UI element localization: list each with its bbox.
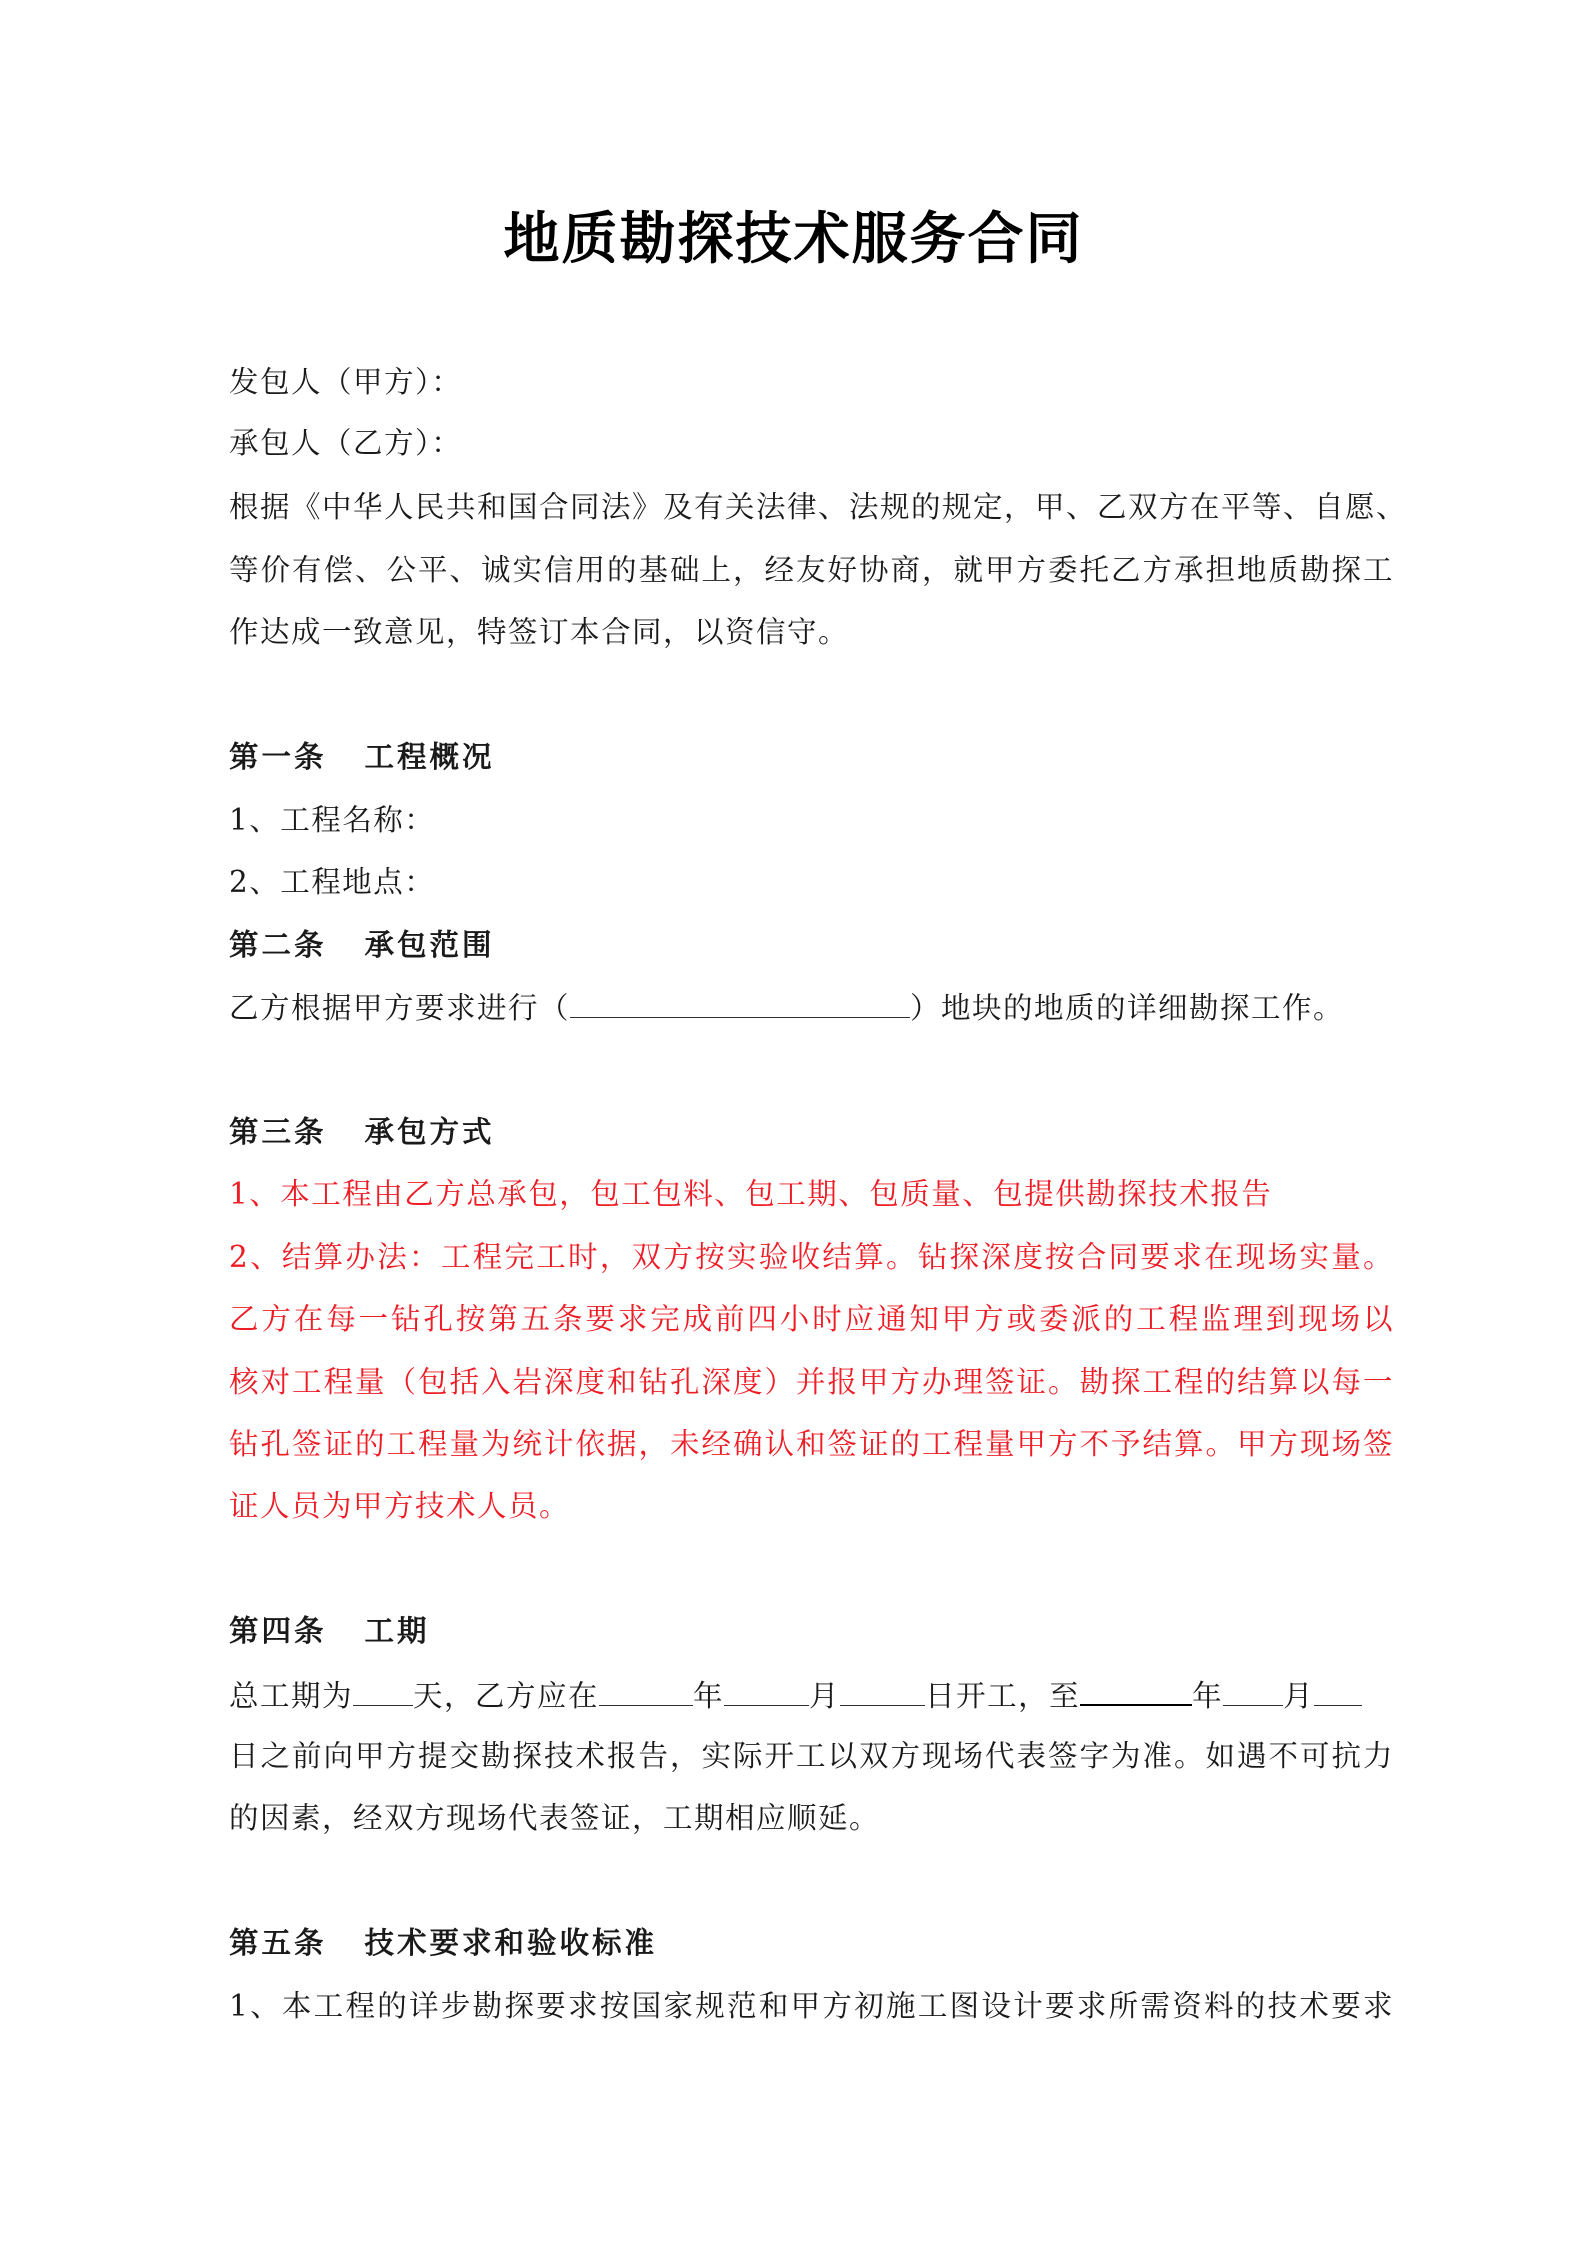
- start-month-blank: [724, 1675, 809, 1706]
- days-blank: [353, 1675, 413, 1706]
- article-number: 第四条: [229, 1613, 327, 1648]
- scope-text-after: ）地块的地质的详细勘探工作。: [910, 991, 1345, 1025]
- schedule-line: [229, 1674, 1394, 1716]
- end-year-blank: [1080, 1674, 1192, 1706]
- article-number: 第五条: [229, 1925, 327, 1960]
- schedule-line: 的因素，经双方现场代表签证，工期相应顺延。: [229, 1801, 881, 1835]
- document-title: 地质勘探技术服务合同: [503, 206, 1084, 272]
- start-year-blank: [599, 1675, 693, 1706]
- schedule-text: 年: [693, 1679, 725, 1713]
- article-number: 第三条: [229, 1114, 327, 1149]
- scope-text: [229, 987, 1394, 1028]
- schedule-text: 总工期为: [229, 1679, 354, 1713]
- start-day-blank: [840, 1675, 925, 1706]
- scope-text-before: 乙方根据甲方要求进行（: [229, 991, 571, 1025]
- schedule-text: 月: [809, 1679, 841, 1713]
- project-location-label: 2、工程地点：: [229, 865, 436, 899]
- article-title: 承包方式: [364, 1114, 495, 1149]
- article-title: 承包范围: [364, 927, 495, 962]
- contract-method-line: 2、结算办法：工程完工时，双方按实验收结算。钻探深度按合同要求在现场实量。: [229, 1240, 1394, 1274]
- article-number: 第一条: [229, 739, 327, 774]
- schedule-text: 日开工，至: [925, 1679, 1081, 1713]
- contract-method-line: 1、本工程由乙方总承包，包工包料、包工期、包质量、包提供勘探技术报告: [229, 1177, 1273, 1211]
- article-1-heading: [229, 737, 1394, 777]
- article-3-heading: [229, 1112, 1394, 1152]
- contract-method-line: 乙方在每一钻孔按第五条要求完成前四小时应通知甲方或委派的工程监理到现场以: [229, 1302, 1394, 1336]
- party-b-label: 承包人（乙方）：: [229, 426, 463, 460]
- preamble-line: 作达成一致意见，特签订本合同，以资信守。: [229, 615, 850, 649]
- preamble-line: 等价有偿、公平、诚实信用的基础上，经友好协商，就甲方委托乙方承担地质勘探工: [229, 553, 1394, 587]
- schedule-text: 月: [1283, 1679, 1315, 1713]
- contract-method-line: 钻孔签证的工程量为统计依据，未经确认和签证的工程量甲方不予结算。甲方现场签: [229, 1427, 1394, 1461]
- contract-method-line: 证人员为甲方技术人员。: [229, 1489, 571, 1523]
- technical-requirement-line: 1、本工程的详步勘探要求按国家规范和甲方初施工图设计要求所需资料的技术要求: [229, 1989, 1394, 2023]
- party-a-label: 发包人（甲方）：: [229, 365, 463, 399]
- article-2-heading: [229, 925, 1394, 965]
- preamble-line: 根据《中华人民共和国合同法》及有关法律、法规的规定，甲、乙双方在平等、自愿、: [229, 490, 1408, 524]
- article-title: 工期: [364, 1613, 430, 1648]
- article-number: 第二条: [229, 927, 327, 962]
- article-title: 技术要求和验收标准: [364, 1925, 658, 1960]
- schedule-text: 天，乙方应在: [413, 1679, 600, 1713]
- article-title: 工程概况: [364, 739, 495, 774]
- end-month-blank: [1223, 1675, 1283, 1706]
- schedule-line: 日之前向甲方提交勘探技术报告，实际开工以双方现场代表签字为准。如遇不可抗力: [229, 1739, 1394, 1773]
- project-name-label: 1、工程名称：: [229, 803, 436, 837]
- article-5-heading: [229, 1923, 1394, 1963]
- end-day-blank: [1314, 1675, 1362, 1706]
- article-4-heading: [229, 1611, 1394, 1651]
- schedule-text: 年: [1192, 1679, 1224, 1713]
- contract-method-line: 核对工程量（包括入岩深度和钻孔深度）并报甲方办理签证。勘探工程的结算以每一: [229, 1365, 1394, 1399]
- plot-name-blank: [570, 987, 910, 1018]
